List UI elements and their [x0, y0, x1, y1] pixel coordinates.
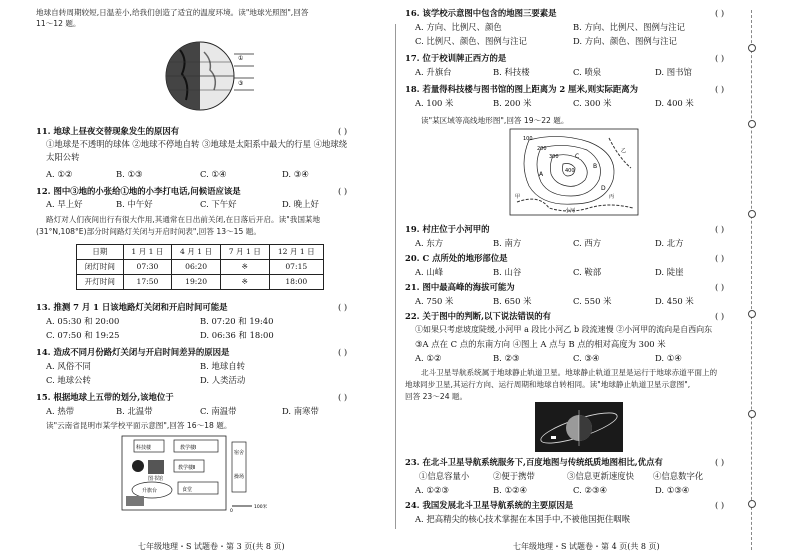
- river-label: 乙: [621, 148, 627, 154]
- contour-label: 300: [549, 154, 559, 160]
- table-cell: 19:20: [172, 275, 221, 290]
- river-label: 小河: [565, 208, 576, 214]
- q16-option-b[interactable]: B. 方向、比例尺、图例与注记: [573, 22, 685, 32]
- q15-option-c[interactable]: C. 南温带: [200, 406, 237, 416]
- binding-hole-icon: [748, 120, 756, 128]
- q16-answer-bracket[interactable]: ( ): [715, 8, 725, 18]
- q24-stem: 24. 我国发展北斗卫星导航系统的主要原因是: [405, 500, 574, 510]
- q16-option-d[interactable]: D. 方向、颜色、图例与注记: [573, 36, 677, 46]
- q21-option-c[interactable]: C. 550 米: [573, 296, 612, 306]
- q18-stem: 18. 若量得科技楼与图书馆的图上距离为 2 厘米,则实际距离为: [405, 84, 639, 94]
- q17-answer-bracket[interactable]: ( ): [715, 53, 725, 63]
- q20-stem: 20. C 点所处的地形部位是: [405, 253, 508, 263]
- q15-option-b[interactable]: B. 北温带: [116, 406, 153, 416]
- binding-hole-icon: [748, 500, 756, 508]
- q23-statement-1: ①信息容量小: [419, 471, 470, 481]
- q18-option-a[interactable]: A. 100 米: [415, 98, 454, 108]
- q21-option-a[interactable]: A. 750 米: [415, 296, 454, 306]
- q11-option-b[interactable]: B. ①③: [116, 169, 143, 179]
- q19-stem: 19. 村庄位于小河甲的: [405, 224, 490, 234]
- q15-option-d[interactable]: D. 南寒带: [282, 406, 319, 416]
- q23-statement-2: ②便于携带: [493, 471, 535, 481]
- scale-label: 0: [230, 509, 233, 514]
- table-cell: 06:20: [172, 260, 221, 275]
- binding-dashed-line: [751, 10, 753, 550]
- q23-option-d[interactable]: D. ①③④: [655, 485, 690, 495]
- q15-stem: 15. 根据地球上五带的划分,该地位于: [36, 392, 174, 402]
- page-divider: [395, 24, 396, 529]
- q20-option-b[interactable]: B. 山谷: [493, 267, 522, 277]
- q21-option-d[interactable]: D. 450 米: [655, 296, 694, 306]
- q24-answer-bracket[interactable]: ( ): [715, 500, 725, 510]
- q19-option-d[interactable]: D. 北方: [655, 238, 684, 248]
- intro-5b: 地球同步卫星,其运行方向、运行周期和地球自转相同。读"地球静止轨道卫星示意图",: [405, 380, 691, 389]
- q16-option-a[interactable]: A. 方向、比例尺、颜色: [415, 22, 502, 32]
- q22-option-c[interactable]: C. ③④: [573, 353, 600, 363]
- q11-option-d[interactable]: D. ③④: [282, 169, 309, 179]
- intro-3: 读"云南省昆明市某学校平面示意图",回答 16～18 题。: [46, 421, 232, 430]
- q11-stem: 11. 地球上昼夜交替现象发生的原因有: [36, 126, 180, 136]
- q22-option-a[interactable]: A. ①②: [415, 353, 442, 363]
- scale-label: 100米: [254, 505, 268, 510]
- map-label: 宿舍: [234, 450, 245, 456]
- map-label: 升旗台: [142, 488, 158, 494]
- q24-option-a[interactable]: A. 把高精尖的核心技术掌握在本国手中,不被他国扼住咽喉: [415, 514, 631, 524]
- svg-text:③: ③: [238, 80, 244, 87]
- point-label: D: [601, 185, 606, 192]
- contour-label: 100: [523, 136, 533, 142]
- q17-option-b[interactable]: B. 科技楼: [493, 67, 530, 77]
- q14-option-a[interactable]: A. 风俗不同: [46, 361, 91, 371]
- table-header-cell: 1 月 1 日: [123, 245, 172, 260]
- q13-option-c[interactable]: C. 07:50 和 19:25: [46, 330, 120, 340]
- map-label: 图书馆: [148, 476, 164, 482]
- binding-hole-icon: [748, 410, 756, 418]
- q11-option-c[interactable]: C. ①④: [200, 169, 227, 179]
- river-label: 甲: [515, 194, 521, 200]
- intro-1b: 11～12 题。: [36, 19, 81, 28]
- q19-option-a[interactable]: A. 东方: [415, 238, 444, 248]
- q14-answer-bracket[interactable]: ( ): [338, 347, 348, 357]
- q12-stem: 12. 图中③地的小张给①地的小李打电话,问候语应该是: [36, 186, 241, 196]
- earth-illumination-figure: [160, 30, 256, 118]
- binding-hole-icon: [748, 44, 756, 52]
- q22-statements-2: ③A 点在 C 点的东南方向 ④图上 A 点与 B 点的相对高度为 300 米: [415, 339, 666, 349]
- intro-2: 路灯对人们夜间出行有很大作用,其通常在日出前关闭,在日落后开启。读"我国某地: [46, 215, 321, 224]
- school-plan-figure: [118, 434, 278, 514]
- q17-option-a[interactable]: A. 升旗台: [415, 67, 452, 77]
- table-header-cell: 4 月 1 日: [172, 245, 221, 260]
- q14-stem: 14. 造成不同月份路灯关闭与开启时间差异的原因是: [36, 347, 230, 357]
- svg-text:①: ①: [238, 55, 244, 62]
- q17-option-c[interactable]: C. 喷泉: [573, 67, 602, 77]
- q11-answer-bracket[interactable]: ( ): [338, 126, 348, 136]
- table-header-cell: 日期: [77, 245, 124, 260]
- q12-option-a[interactable]: A. 早上好: [46, 199, 83, 209]
- q23-statement-4: ④信息数字化: [653, 471, 704, 481]
- q20-option-c[interactable]: C. 鞍部: [573, 267, 602, 277]
- map-label: 食堂: [182, 487, 193, 493]
- q23-stem: 23. 在北斗卫星导航系统服务下,百度地图与传统纸质地图相比,优点有: [405, 457, 663, 467]
- streetlight-time-table: [76, 244, 324, 290]
- q13-option-b[interactable]: B. 07:20 和 19:40: [200, 316, 274, 326]
- q21-option-b[interactable]: B. 650 米: [493, 296, 532, 306]
- q23-option-a[interactable]: A. ①②③: [415, 485, 449, 495]
- table-header-cell: 12 月 1 日: [269, 245, 323, 260]
- q20-option-d[interactable]: D. 陡崖: [655, 267, 684, 277]
- q17-option-d[interactable]: D. 图书馆: [655, 67, 692, 77]
- map-label: 操场: [234, 474, 245, 480]
- point-label: A: [539, 171, 544, 178]
- q16-option-c[interactable]: C. 比例尺、颜色、图例与注记: [415, 36, 527, 46]
- table-row: [77, 260, 324, 275]
- contour-map-figure: [509, 128, 639, 216]
- q14-option-d[interactable]: D. 人类活动: [200, 375, 246, 385]
- q15-option-a[interactable]: A. 热带: [46, 406, 75, 416]
- q13-option-d[interactable]: D. 06:36 和 18:00: [200, 330, 274, 340]
- footer-page-3: 七年级地理・S 试题卷・第 3 页(共 8 页): [138, 542, 285, 551]
- q11-statements: ①地球是不透明的球体 ②地球不停地自转 ③地球是太阳系中最大的行星 ④地球绕: [46, 139, 348, 149]
- q12-option-d[interactable]: D. 晚上好: [282, 199, 319, 209]
- q13-answer-bracket[interactable]: ( ): [338, 302, 348, 312]
- q23-answer-bracket[interactable]: ( ): [715, 457, 725, 467]
- river-label: 丙: [609, 194, 615, 200]
- binding-hole-icon: [748, 210, 756, 218]
- q11-option-a[interactable]: A. ①②: [46, 169, 73, 179]
- intro-2b: (31°N,108°E)部分时间路灯关闭与开启时间表",回答 13～15 题。: [36, 227, 261, 236]
- table-header-row: [77, 245, 324, 260]
- q22-answer-bracket[interactable]: ( ): [715, 311, 725, 321]
- q13-option-a[interactable]: A. 05:30 和 20:00: [46, 316, 120, 326]
- intro-4: 读"某区域等高线地形图",回答 19～22 题。: [421, 116, 569, 125]
- contour-label: 400: [565, 168, 575, 174]
- binding-hole-icon: [748, 310, 756, 318]
- q12-option-b[interactable]: B. 中午好: [116, 199, 153, 209]
- q23-statement-3: ③信息更新速度快: [567, 471, 634, 481]
- table-cell: 07:30: [123, 260, 172, 275]
- table-cell: ※: [220, 275, 269, 290]
- q22-statements-1: ①如果只考虑坡度陡缓,小河甲 a 段比小河乙 b 段流速慢 ②小河甲的流向是自西向东: [415, 325, 713, 334]
- q11-statements-2: 太阳公转: [46, 152, 80, 162]
- q22-stem: 22. 关于图中的判断,以下说法错误的有: [405, 311, 552, 321]
- map-label: 教学楼Ⅰ: [180, 445, 197, 451]
- q21-stem: 21. 图中最高峰的海拔可能为: [405, 282, 515, 292]
- table-cell: 闭灯时间: [77, 260, 124, 275]
- q20-answer-bracket[interactable]: ( ): [715, 253, 725, 263]
- point-label: B: [593, 163, 598, 170]
- q19-answer-bracket[interactable]: ( ): [715, 224, 725, 234]
- map-label: 教学楼Ⅱ: [178, 465, 196, 471]
- q20-option-a[interactable]: A. 山峰: [415, 267, 444, 277]
- q18-answer-bracket[interactable]: ( ): [715, 84, 725, 94]
- q22-option-d[interactable]: D. ①④: [655, 353, 682, 363]
- table-cell: 17:50: [123, 275, 172, 290]
- point-label: C: [575, 153, 580, 160]
- intro-1: 地球自转周期较短,日温差小,给我们创造了适宜的温度环境。读"地球光照图",回答: [36, 8, 309, 17]
- table-header-cell: 7 月 1 日: [220, 245, 269, 260]
- intro-5: 北斗卫星导航系统属于地球静止轨道卫星。地球静止轨道卫星是运行于地球赤道平面上的: [421, 368, 718, 377]
- table-cell: 开灯时间: [77, 275, 124, 290]
- table-cell: 18:00: [269, 275, 323, 290]
- table-cell: 07:15: [269, 260, 323, 275]
- contour-label: 200: [537, 146, 547, 152]
- binding-margin: [746, 10, 760, 550]
- q18-option-d[interactable]: D. 400 米: [655, 98, 694, 108]
- intro-5c: 回答 23～24 题。: [405, 392, 468, 401]
- q18-option-b[interactable]: B. 200 米: [493, 98, 532, 108]
- q12-answer-bracket[interactable]: ( ): [338, 186, 348, 196]
- q23-option-c[interactable]: C. ②③④: [573, 485, 607, 495]
- geostationary-satellite-figure: [535, 402, 623, 452]
- table-cell: ※: [220, 260, 269, 275]
- q13-stem: 13. 推测 7 月 1 日该地路灯关闭和开启时间可能是: [36, 302, 228, 312]
- q18-option-c[interactable]: C. 300 米: [573, 98, 612, 108]
- q17-stem: 17. 位于校训牌正西方的是: [405, 53, 507, 63]
- q19-option-b[interactable]: B. 南方: [493, 238, 522, 248]
- map-label: 科技楼: [136, 445, 152, 451]
- page-4: [397, 0, 794, 558]
- q12-option-c[interactable]: C. 下午好: [200, 199, 237, 209]
- q15-answer-bracket[interactable]: ( ): [338, 392, 348, 402]
- q16-stem: 16. 该学校示意图中包含的地图三要素是: [405, 8, 557, 18]
- q22-option-b[interactable]: B. ②③: [493, 353, 520, 363]
- footer-page-4: 七年级地理・S 试题卷・第 4 页(共 8 页): [513, 542, 660, 551]
- q14-option-b[interactable]: B. 地球自转: [200, 361, 245, 371]
- q21-answer-bracket[interactable]: ( ): [715, 282, 725, 292]
- q14-option-c[interactable]: C. 地球公转: [46, 375, 91, 385]
- table-row: [77, 275, 324, 290]
- q23-option-b[interactable]: B. ①②④: [493, 485, 528, 495]
- q19-option-c[interactable]: C. 西方: [573, 238, 602, 248]
